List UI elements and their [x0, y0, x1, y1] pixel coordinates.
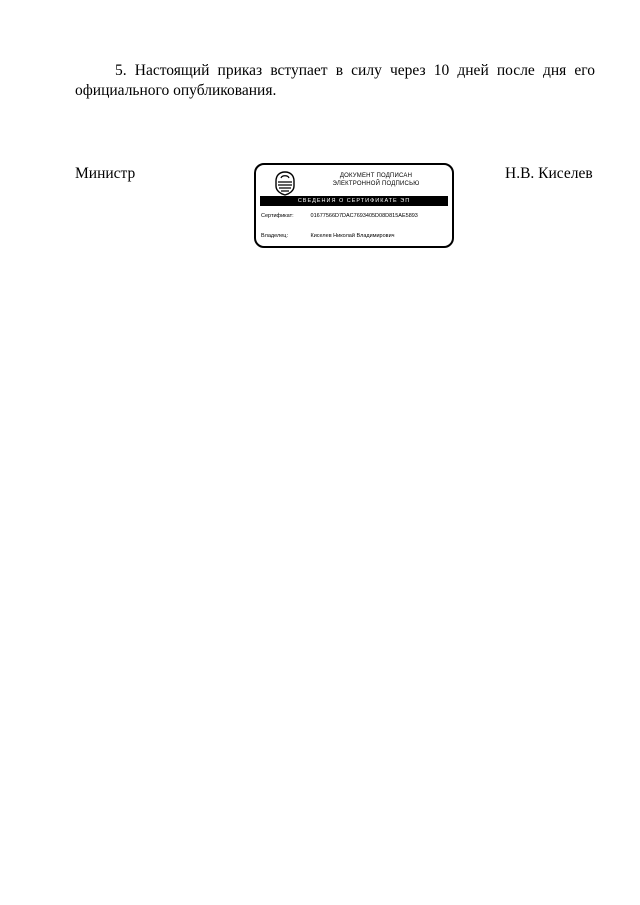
- stamp-header: [316, 172, 436, 188]
- stamp-owner-row: [261, 232, 395, 240]
- electronic-signature-stamp: [254, 163, 454, 248]
- certificate-label: Сертификат:: [261, 213, 294, 219]
- signatory-position: Министр: [75, 165, 136, 182]
- coat-of-arms-icon: [272, 170, 298, 196]
- certificate-value: 01677566D7DAC7693405D08D815AE5893: [310, 213, 418, 219]
- signatory-name: Н.В. Киселев: [505, 165, 593, 182]
- stamp-certificate-row: [261, 212, 418, 220]
- owner-label: Владелец:: [261, 233, 288, 239]
- paragraph-5: 5. Настоящий приказ вступает в силу через 10 дней после дня его официального опубликования.: [75, 62, 595, 99]
- stamp-header-line2: ЭЛЕКТРОННОЙ ПОДПИСЬЮ: [332, 181, 420, 187]
- owner-value: Киселев Николай Владимирович: [310, 233, 395, 239]
- stamp-certificate-bar: СВЕДЕНИЯ О СЕРТИФИКАТЕ ЭП: [260, 196, 448, 206]
- stamp-header-line1: ДОКУМЕНТ ПОДПИСАН: [339, 173, 413, 179]
